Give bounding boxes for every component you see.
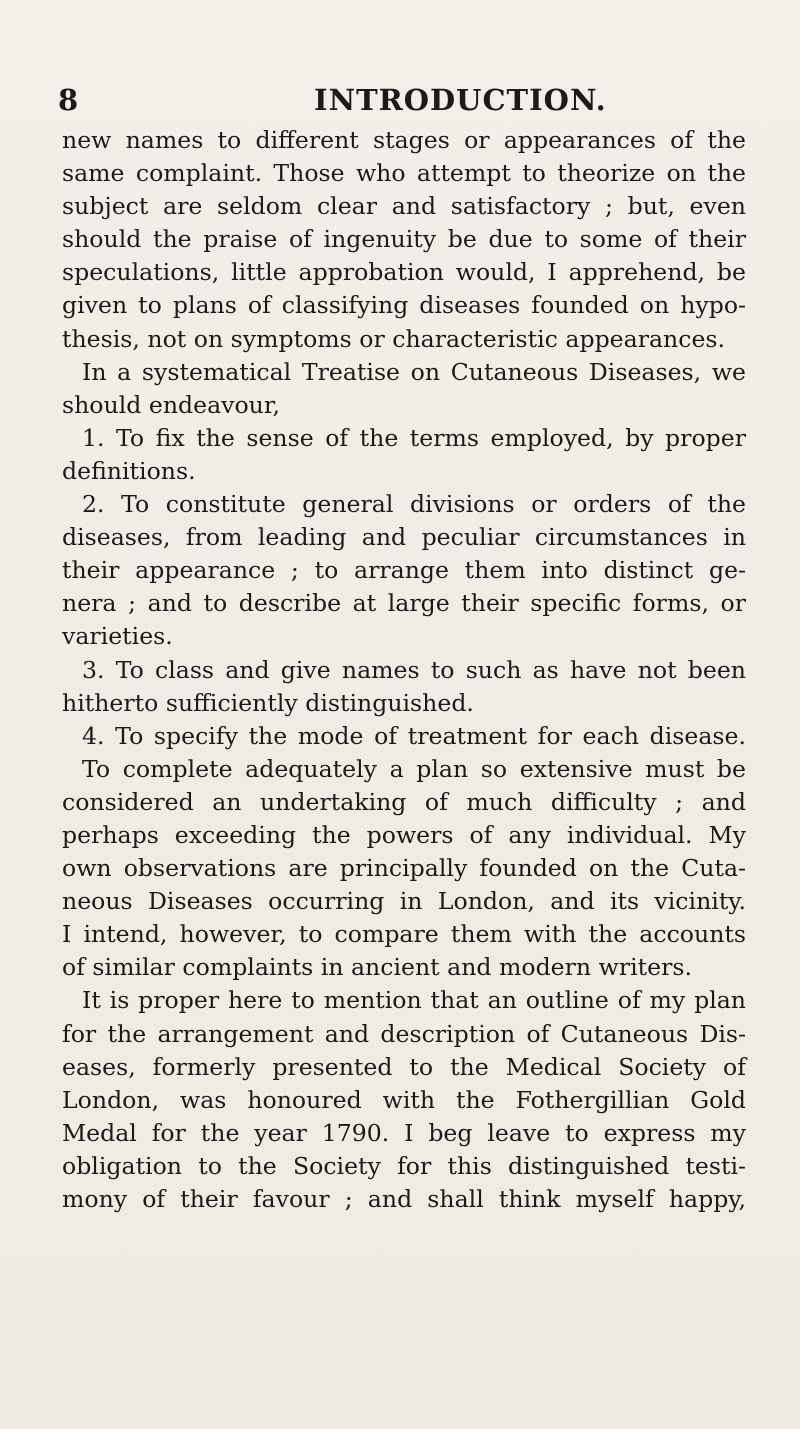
text-line: definitions. bbox=[62, 456, 196, 485]
text-line: To complete adequately a plan so extensive must be bbox=[82, 754, 746, 783]
text-line: London, was honoured with the Fothergillian Gold bbox=[62, 1085, 746, 1114]
text-line: subject are seldom clear and satisfactory ; but, even bbox=[62, 192, 746, 221]
text-line: same complaint. Those who attempt to theorize on the bbox=[62, 159, 746, 188]
text-line: perhaps exceeding the powers of any individual. My bbox=[62, 820, 746, 849]
text-line: should the praise of ingenuity be due to some of their bbox=[62, 225, 746, 254]
text-line: Medal for the year 1790. I beg leave to express my bbox=[62, 1118, 746, 1147]
text-line: for the arrangement and description of Cutaneous Dis- bbox=[62, 1019, 746, 1048]
running-head: INTRODUCTION. bbox=[314, 83, 607, 117]
text-line: nera ; and to describe at large their specific forms, or bbox=[62, 589, 746, 618]
text-line: of similar complaints in ancient and modern writers. bbox=[62, 953, 692, 982]
text-line: 3. To class and give names to such as have not been bbox=[82, 655, 746, 684]
text-line: given to plans of classifying diseases founded on hypo- bbox=[62, 291, 746, 320]
body-text bbox=[62, 124, 746, 1216]
text-line: 4. To specify the mode of treatment for each disease. bbox=[82, 721, 746, 750]
text-line: It is proper here to mention that an outline of my plan bbox=[82, 986, 746, 1015]
text-line: thesis, not on symptoms or characteristic appearances. bbox=[62, 324, 726, 353]
text-line: eases, formerly presented to the Medical Society of bbox=[62, 1052, 746, 1081]
text-line: should endeavour, bbox=[62, 390, 281, 419]
text-line: varieties. bbox=[62, 622, 173, 651]
text-line: I intend, however, to compare them with the accounts bbox=[62, 920, 746, 949]
text-line: diseases, from leading and peculiar circumstances in bbox=[62, 523, 746, 552]
text-line: considered an undertaking of much difficulty ; and bbox=[62, 787, 746, 816]
text-line: hitherto sufficiently distinguished. bbox=[62, 688, 474, 717]
page-number: 8 bbox=[58, 83, 80, 117]
text-line: neous Diseases occurring in London, and its vicinity. bbox=[62, 887, 746, 916]
page-header bbox=[58, 83, 748, 119]
text-line: mony of their favour ; and shall think myself happy, bbox=[62, 1185, 746, 1213]
text-line: speculations, little approbation would, I apprehend, be bbox=[62, 258, 746, 287]
text-line: In a systematical Treatise on Cutaneous Diseases, we bbox=[82, 357, 746, 386]
text-line: new names to different stages or appearances of the bbox=[62, 126, 746, 154]
text-line: obligation to the Society for this distinguished testi- bbox=[62, 1151, 746, 1180]
text-line: 2. To constitute general divisions or orders of the bbox=[82, 490, 746, 519]
text-line: their appearance ; to arrange them into distinct ge- bbox=[62, 556, 746, 585]
text-line: own observations are principally founded on the Cuta- bbox=[62, 854, 746, 883]
text-line: 1. To fix the sense of the terms employed, by proper bbox=[82, 423, 746, 452]
